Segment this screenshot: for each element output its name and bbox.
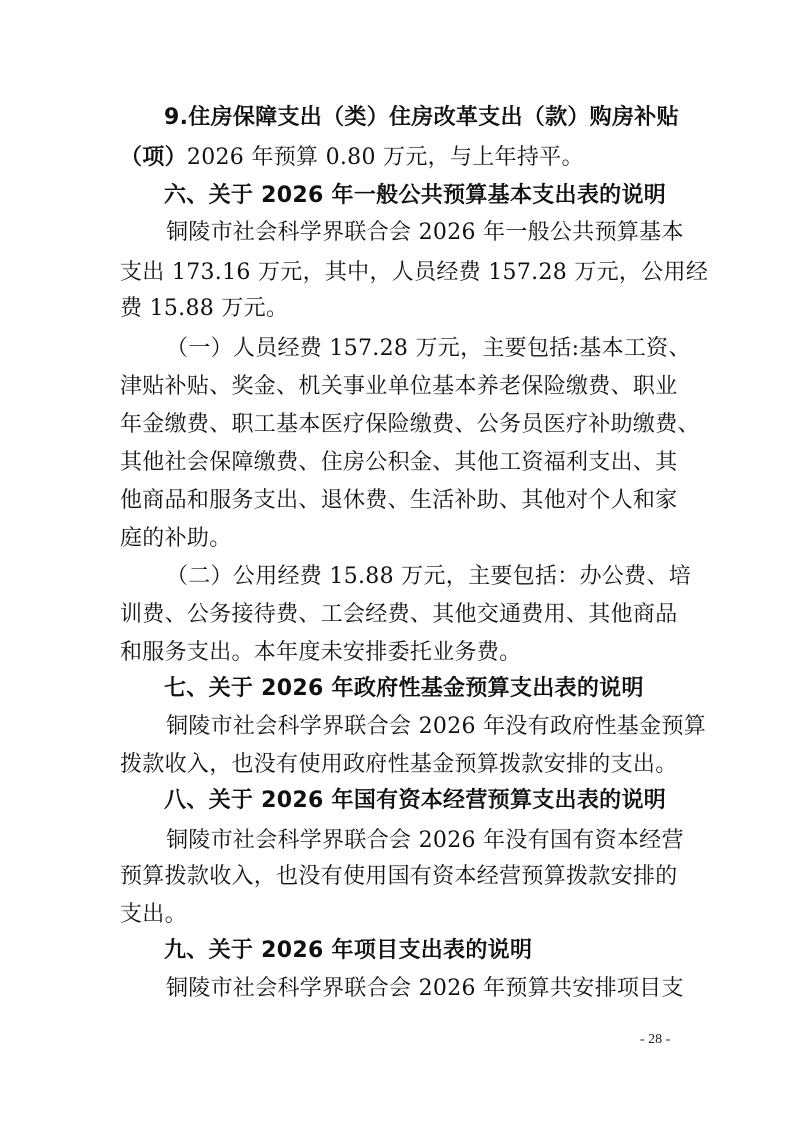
item-9-heading-cont: （项） xyxy=(120,145,187,170)
section-7-body-line: 铜陵市社会科学界联合会 2026 年没有政府性基金预算 xyxy=(166,714,707,739)
section-6-heading: 六、关于 2026 年一般公共预算基本支出表的说明 xyxy=(164,183,667,208)
public-expense-line: 训费、公务接待费、工会经费、其他交通费用、其他商品 xyxy=(120,602,678,627)
section-6-body-line: 铜陵市社会科学界联合会 2026 年一般公共预算基本 xyxy=(166,220,684,245)
section-8-body-line: 铜陵市社会科学界联合会 2026 年没有国有资本经营 xyxy=(166,828,684,853)
section-9-heading: 九、关于 2026 年项目支出表的说明 xyxy=(164,938,533,963)
section-8-body-line: 支出。 xyxy=(120,902,187,927)
section-6-body-line: 支出 173.16 万元，其中，人员经费 157.28 万元，公用经 xyxy=(120,260,709,285)
section-7-body-line: 拨款收入，也没有使用政府性基金预算拨款安排的支出。 xyxy=(120,752,678,777)
page-number: - 28 - xyxy=(640,1032,671,1047)
section-8-body-line: 预算拨款收入，也没有使用国有资本经营预算拨款安排的 xyxy=(120,864,678,889)
section-7-heading: 七、关于 2026 年政府性基金预算支出表的说明 xyxy=(164,676,644,701)
personnel-expense-line: 津贴补贴、奖金、机关事业单位基本养老保险缴费、职业 xyxy=(120,374,678,399)
personnel-expense-line: 年金缴费、职工基本医疗保险缴费、公务员医疗补助缴费、 xyxy=(120,412,700,437)
public-expense-line: （二）公用经费 15.88 万元，主要包括：办公费、培 xyxy=(166,564,692,589)
section-9-body-line: 铜陵市社会科学界联合会 2026 年预算共安排项目支 xyxy=(166,976,684,1001)
item-9-heading: 9.住房保障支出（类）住房改革支出（款）购房补贴 xyxy=(164,105,679,130)
section-6-body-line: 费 15.88 万元。 xyxy=(120,296,289,321)
item-9-body: 2026 年预算 0.80 万元，与上年持平。 xyxy=(186,145,584,170)
public-expense-line: 和服务支出。本年度未安排委托业务费。 xyxy=(120,640,522,665)
personnel-expense-line: 其他社会保障缴费、住房公积金、其他工资福利支出、其 xyxy=(120,450,678,475)
personnel-expense-line: （一）人员经费 157.28 万元，主要包括:基本工资、 xyxy=(166,336,691,361)
personnel-expense-line: 庭的补助。 xyxy=(120,526,232,551)
personnel-expense-line: 他商品和服务支出、退休费、生活补助、其他对个人和家 xyxy=(120,488,678,513)
item-9-line-2 xyxy=(120,144,584,172)
section-8-heading: 八、关于 2026 年国有资本经营预算支出表的说明 xyxy=(164,788,667,813)
